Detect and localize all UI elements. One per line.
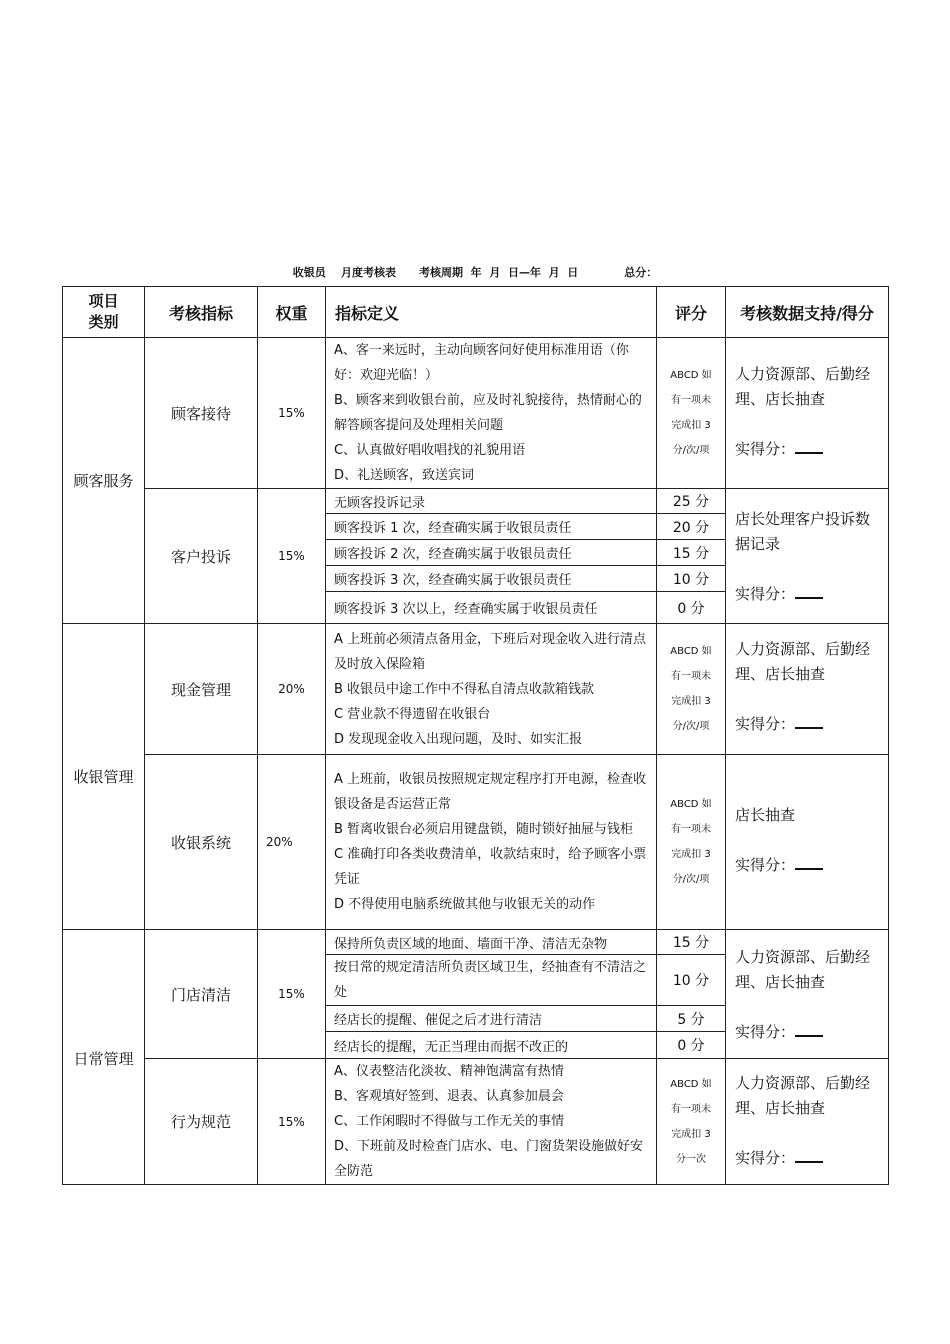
table-row <box>63 624 889 755</box>
score-blank[interactable] <box>795 440 823 454</box>
actual-label: 实得分： <box>735 856 796 874</box>
definition-item: A 上班前，收银员按照规定规定程序打开电源，检查收银设备是否运营正常 <box>334 772 647 812</box>
definition-conduct <box>326 1059 657 1185</box>
definition-clean-row: 按日常的规定清洁所负责区域卫生，经抽查有不清洁之处 <box>326 955 657 1006</box>
indicator-system: 收银系统 <box>145 755 258 930</box>
score-blank[interactable] <box>795 715 823 729</box>
score-blank[interactable] <box>795 856 823 870</box>
points: 0 分 <box>657 1032 726 1059</box>
support-cash <box>726 624 889 755</box>
definition-item: C 准确打印各类收费清单，收款结束时，给予顾客小票凭证 <box>334 847 647 887</box>
header-score: 评分 <box>657 287 726 338</box>
header-row <box>63 287 889 338</box>
scoring-line: 完成扣 3 <box>671 849 711 860</box>
actual-label: 实得分： <box>735 440 796 458</box>
points: 20 分 <box>657 514 726 540</box>
weight-reception: 15% <box>258 338 326 489</box>
scoring-line: 分/次/项 <box>672 874 710 885</box>
support-text: 人力资源部、后勤经理、店长抽查 <box>735 948 871 991</box>
indicator-clean: 门店清洁 <box>145 930 258 1059</box>
definition-item: B、客观填好签到、退表、认真参加晨会 <box>334 1089 564 1104</box>
scoring-line: ABCD 如 <box>670 370 712 381</box>
weight-system: 20% <box>258 755 326 930</box>
definition-item: A、客一来远时，主动向顾客问好使用标准用语（你好：欢迎光临！） <box>334 343 629 383</box>
support-text: 店长处理客户投诉数据记录 <box>735 510 871 553</box>
actual-score <box>735 437 880 462</box>
table-row <box>63 755 889 930</box>
weight-cash: 20% <box>258 624 326 755</box>
scoring-line: 有一项未 <box>671 395 711 406</box>
header-category-line2: 类别 <box>88 313 119 331</box>
definition-item: B 暂离收银台必须启用键盘锁，随时锁好抽屉与钱柜 <box>334 822 634 837</box>
actual-label: 实得分： <box>735 1023 796 1041</box>
definition-system <box>326 755 657 930</box>
support-text: 店长抽查 <box>735 806 796 824</box>
category-service: 顾客服务 <box>63 338 145 624</box>
definition-item: D、礼送顾客，致送宾词 <box>334 468 475 483</box>
definition-item: D 发现现金收入出现问题，及时、如实汇报 <box>334 731 583 747</box>
weight-conduct: 15% <box>258 1059 326 1185</box>
definition-complaint-row: 顾客投诉 1 次，经查确实属于收银员责任 <box>326 514 657 540</box>
points: 0 分 <box>657 592 726 624</box>
category-cashier: 收银管理 <box>63 624 145 930</box>
table-row <box>63 930 889 955</box>
definition-item: A 上班前必须清点备用金，下班后对现金收入进行清点及时放入保险箱 <box>334 631 647 672</box>
points: 25 分 <box>657 489 726 514</box>
header-category-line1: 项目 <box>88 292 119 310</box>
scoring-line: 分/次/项 <box>672 721 710 732</box>
support-complaint <box>726 489 889 624</box>
scoring-line: ABCD 如 <box>670 646 712 657</box>
scoring-line: ABCD 如 <box>670 799 712 810</box>
scoring-line: 分/次/项 <box>672 445 710 456</box>
support-text: 人力资源部、后勤经理、店长抽查 <box>735 1074 871 1117</box>
definition-complaint-row: 无顾客投诉记录 <box>326 489 657 514</box>
points: 15 分 <box>657 930 726 955</box>
definition-complaint-row: 顾客投诉 2 次，经查确实属于收银员责任 <box>326 540 657 566</box>
scoring-line: 分一次 <box>676 1153 706 1165</box>
definition-clean-row: 保持所负责区域的地面、墙面干净、清洁无杂物 <box>326 930 657 955</box>
support-text: 人力资源部、后勤经理、店长抽查 <box>735 365 871 408</box>
points: 10 分 <box>657 955 726 1006</box>
indicator-conduct: 行为规范 <box>145 1059 258 1185</box>
table-row <box>63 489 889 514</box>
header-definition: 指标定义 <box>326 287 657 338</box>
scoring-line: 有一项未 <box>671 671 711 682</box>
header-indicator: 考核指标 <box>145 287 258 338</box>
scoring-line: 有一项未 <box>671 1103 711 1115</box>
scoring-note <box>657 338 726 489</box>
scoring-line: ABCD 如 <box>670 1078 712 1090</box>
actual-score <box>735 1146 880 1171</box>
scoring-note <box>657 1059 726 1185</box>
definition-item: C、认真做好唱收唱找的礼貌用语 <box>334 443 526 458</box>
weight-complaint: 15% <box>258 489 326 624</box>
scoring-line: 完成扣 3 <box>671 420 711 431</box>
scoring-line: 有一项未 <box>671 824 711 835</box>
scoring-line: 完成扣 3 <box>671 1128 711 1140</box>
definition-item: C、工作闲暇时不得做与工作无关的事情 <box>334 1114 565 1129</box>
definition-item: D、下班前及时检查门店水、电、门窗货架设施做好安全防范 <box>334 1139 644 1179</box>
definition-item: A、仪表整洁化淡妆、精神饱满富有热情 <box>334 1064 564 1079</box>
indicator-cash: 现金管理 <box>145 624 258 755</box>
definition-cash <box>326 624 657 755</box>
definition-clean-row: 经店长的提醒、催促之后才进行清洁 <box>326 1006 657 1032</box>
definition-complaint-row: 顾客投诉 3 次，经查确实属于收银员责任 <box>326 566 657 592</box>
score-blank[interactable] <box>795 1023 823 1037</box>
actual-label: 实得分： <box>735 715 796 733</box>
header-support: 考核数据支持/得分 <box>726 287 889 338</box>
scoring-note <box>657 624 726 755</box>
actual-label: 实得分： <box>735 585 796 603</box>
support-text: 人力资源部、后勤经理、店长抽查 <box>735 640 871 683</box>
definition-item: D 不得使用电脑系统做其他与收银无关的动作 <box>334 897 596 912</box>
actual-score <box>735 1020 880 1045</box>
actual-label: 实得分： <box>735 1149 796 1167</box>
table-row <box>63 1059 889 1185</box>
indicator-complaint: 客户投诉 <box>145 489 258 624</box>
definition-item: B、顾客来到收银台前，应及时礼貌接待，热情耐心的解答顾客提问及处理相关问题 <box>334 393 642 433</box>
form-title: 收银员 月度考核表 考核周期 年 月 日—年 月 日 总分： <box>292 266 658 279</box>
assessment-table <box>62 286 889 1185</box>
weight-clean: 15% <box>258 930 326 1059</box>
actual-score <box>735 582 880 607</box>
points: 15 分 <box>657 540 726 566</box>
definition-item: B 收银员中途工作中不得私自清点收款箱钱款 <box>334 681 595 697</box>
support-clean <box>726 930 889 1059</box>
support-reception <box>726 338 889 489</box>
score-blank[interactable] <box>795 585 823 599</box>
points: 5 分 <box>657 1006 726 1032</box>
definition-reception <box>326 338 657 489</box>
definition-clean-row: 经店长的提醒，无正当理由而据不改正的 <box>326 1032 657 1059</box>
scoring-line: 完成扣 3 <box>671 696 711 707</box>
indicator-reception: 顾客接待 <box>145 338 258 489</box>
points: 10 分 <box>657 566 726 592</box>
definition-item: C 营业款不得遗留在收银台 <box>334 706 491 722</box>
header-weight: 权重 <box>258 287 326 338</box>
actual-score <box>735 853 880 878</box>
support-system <box>726 755 889 930</box>
scoring-note <box>657 755 726 930</box>
header-category <box>63 287 145 338</box>
table-row <box>63 338 889 489</box>
actual-score <box>735 712 880 737</box>
category-daily: 日常管理 <box>63 930 145 1185</box>
support-conduct <box>726 1059 889 1185</box>
definition-complaint-row: 顾客投诉 3 次以上，经查确实属于收银员责任 <box>326 592 657 624</box>
score-blank[interactable] <box>795 1149 823 1163</box>
